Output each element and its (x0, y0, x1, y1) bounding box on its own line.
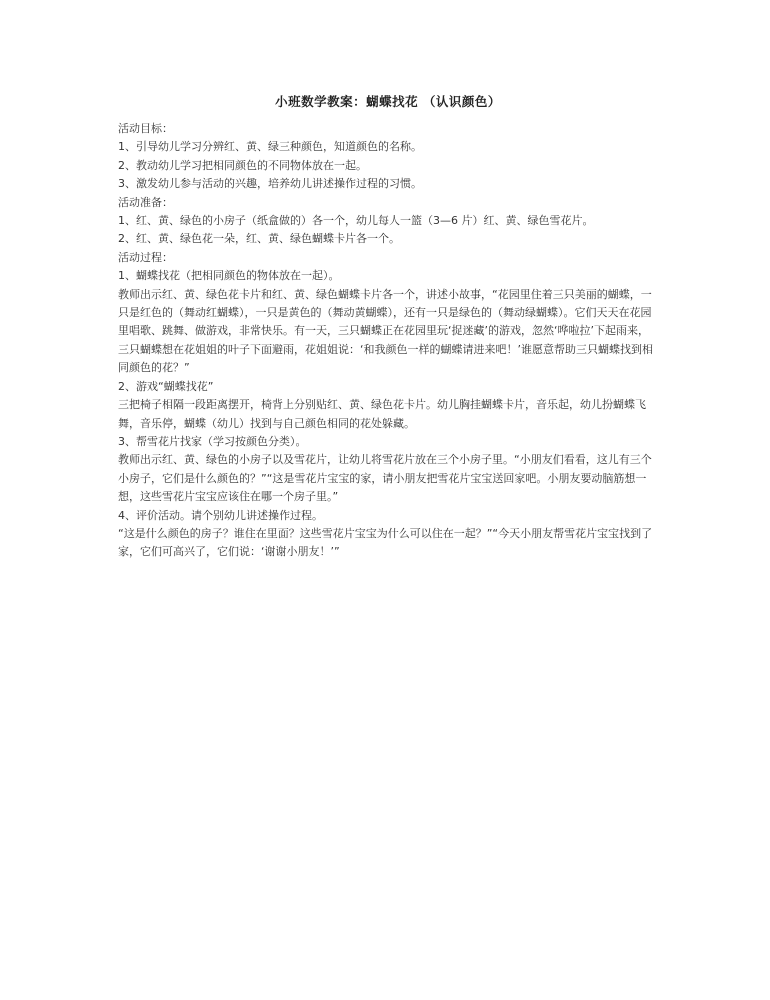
section-heading-process: 活动过程： (118, 250, 173, 264)
goal-item-2: 2、教动幼儿学习把相同颜色的不同物体放在一起。 (118, 158, 367, 172)
document-page (118, 94, 658, 562)
process-step-3-text: 教师出示红、黄、绿色的小房子以及雪花片，让幼儿将雪花片放在三个小房子里。“小朋友们看看，这儿有三个小房子，它们是什么颜色的？”“这是雪花片宝宝的家，请小朋友把雪花片宝宝送回家吧。小朋友要动脑筋想一想，这些雪花片宝宝应该住在哪一个房子里。” (118, 453, 652, 504)
preparation-item-2: 2、红、黄、绿色花一朵，红、黄、绿色蝴蝶卡片各一个。 (118, 232, 400, 246)
process-step-3-heading: 3、帮雪花片找家（学习按颜色分类）。 (118, 434, 307, 448)
document-title: 小班数学教案：蝴蝶找花 （认识颜色） (275, 94, 501, 109)
process-step-4-text: “这是什么颜色的房子？谁住在里面？这些雪花片宝宝为什么可以住在一起？”“今天小朋友帮雪花片宝宝找到了家，它们可高兴了，它们说：‘谢谢小朋友！’” (118, 526, 653, 559)
process-step-4-heading: 4、评价活动。请个别幼儿讲述操作过程。 (118, 508, 323, 522)
preparation-item-1: 1、红、黄、绿色的小房子（纸盒做的）各一个，幼儿每人一篮（3—6 片）红、黄、绿色雪花片。 (118, 214, 594, 228)
process-step-2-heading: 2、游戏“蝴蝶找花” (118, 379, 214, 393)
process-step-2-text: 三把椅子相隔一段距离摆开，椅背上分别贴红、黄、绿色花卡片。幼儿胸挂蝴蝶卡片，音乐起，幼儿扮蝴蝶飞舞，音乐停，蝴蝶（幼儿）找到与自己颜色相同的花处躲藏。 (118, 398, 646, 430)
process-step-1-text: 教师出示红、黄、绿色花卡片和红、黄、绿色蝴蝶卡片各一个，讲述小故事，“花园里住着三只美丽的蝴蝶，一只是红色的（舞动红蝴蝶），一只是黄色的（舞动黄蝴蝶），还有一只是绿色的（舞动绿蝴蝶）。它们天天在花园里唱歌、跳舞、做游戏，非常快乐。有一天，三只蝴蝶正在花园里玩‘捉迷藏’的游戏，忽然‘哗啦拉’下起雨来，三只蝴蝶想在花姐姐的叶子下面避雨，花姐姐说：‘和我颜色一样的蝴蝶请进来吧！’谁愿意帮助三只蝴蝶找到相同颜色的花？” (118, 287, 653, 375)
goal-item-1: 1、引导幼儿学习分辨红、黄、绿三种颜色，知道颜色的名称。 (118, 140, 422, 154)
goal-item-3: 3、激发幼儿参与活动的兴趣，培养幼儿讲述操作过程的习惯。 (118, 177, 422, 191)
section-heading-goals: 活动目标： (118, 122, 173, 135)
process-step-1-heading: 1、蝴蝶找花（把相同颜色的物体放在一起）。 (118, 269, 340, 283)
section-heading-preparation: 活动准备： (118, 195, 173, 209)
